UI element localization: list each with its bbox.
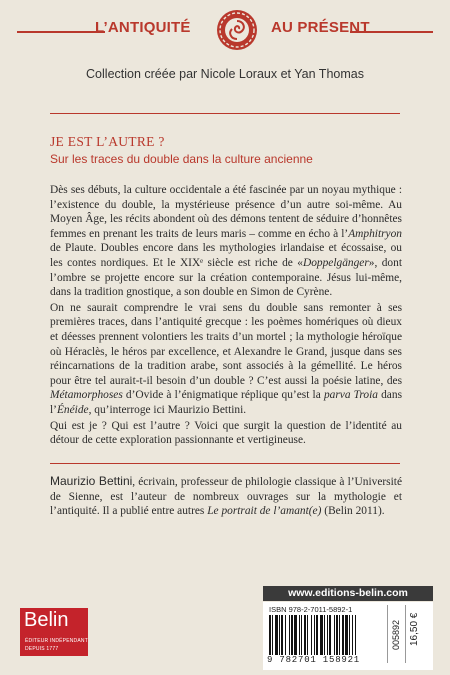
price-separator: [405, 605, 406, 663]
barcode-panel: [263, 602, 433, 670]
publisher-tagline: ÉDITEUR INDÉPENDANT: [25, 638, 88, 644]
header-rule-left: [17, 31, 105, 33]
series-name-right: AU PRÉSENT: [271, 19, 370, 36]
barcode-digits: 9 782701 158921: [267, 655, 361, 665]
publisher-url: www.editions-belin.com: [263, 586, 433, 601]
blurb-paragraph-2: On ne saurait comprendre le vrai sens du double sans remonter à ses premières traces, dans l’antiquité grecque : les poèmes homériques où dieux et déesses prennent volontiers les traits d’un mortel ; la mythologie héroïque où Héraclès, le héros par excellence, et Alexandre le Grand, jusque dans ses réincarnations de la tradition arabe, sont associés à la gémellité. Le héros pour être tel aurait-t-il besoin d’un double ? C’est aussi la poésie latine, des Métamorphoses d’Ovide à l’énigmatique réplique qu’est la parva Troia dans l’Énéide, qu’interroge ici Maurizio Bettini.: [50, 301, 402, 416]
spiral-medallion-icon: [215, 8, 259, 52]
isbn-number: ISBN 978-2-7011-5892-1: [269, 605, 353, 614]
price: 16,50 €: [409, 612, 420, 646]
barcode-icon: [269, 615, 383, 655]
publisher-since: DEPUIS 1777: [25, 646, 59, 652]
barcode-separator: [387, 605, 388, 663]
series-name-left: L’ANTIQUITÉ: [95, 19, 191, 36]
product-code: 005892: [391, 619, 401, 650]
blurb-text: [50, 183, 402, 449]
book-subtitle: Sur les traces du double dans la culture ancienne: [50, 152, 313, 166]
blurb-paragraph-3: Qui est je ? Qui est l’autre ? Voici que surgit la question de l’identité au détour de cette exploration passionnante et vertigineuse.: [50, 419, 402, 447]
book-title: JE EST L’AUTRE ?: [50, 134, 165, 149]
blurb-paragraph-1: Dès ses débuts, la culture occidentale a été fascinée par un noyau mythique : l’existence du double, la mystérieuse présence d’un autre soi-même. Au Moyen Âge, les récits abondent où des démons tentent de séduire d’honnêtes femmes en prenant les traits de leurs maris – comme en écho à l’Amphitryon de Plaute. Doubles encore dans les mythologies irlandaise et écossaise, ou les contes nordiques. Et le XIXᵉ siècle est riche de «Doppelgänger», dont l’ombre se projette encore sur la création contemporaine. Jésus lui-même, dans la tradition gnostique, a son double en Simon de Cyrène.: [50, 184, 402, 299]
publisher-logo: [20, 608, 88, 656]
publisher-name: Belin: [24, 609, 69, 631]
top-divider: [50, 113, 400, 114]
collection-credit: Collection créée par Nicole Loraux et Yan Thomas: [86, 67, 364, 81]
cited-book: Le portrait de l’amant(e): [207, 505, 322, 518]
author-bio: Maurizio Bettini, écrivain, professeur de philologie classique à l’Université de Sienne, est l’auteur de nombreux ouvrages sur la mythologie et l’antiquité. Il a publié entre autres Le portrait de l’amant(e) (Belin 2011).: [50, 474, 402, 518]
author-name: Maurizio Bettini: [50, 474, 133, 488]
author-divider: [50, 463, 400, 464]
